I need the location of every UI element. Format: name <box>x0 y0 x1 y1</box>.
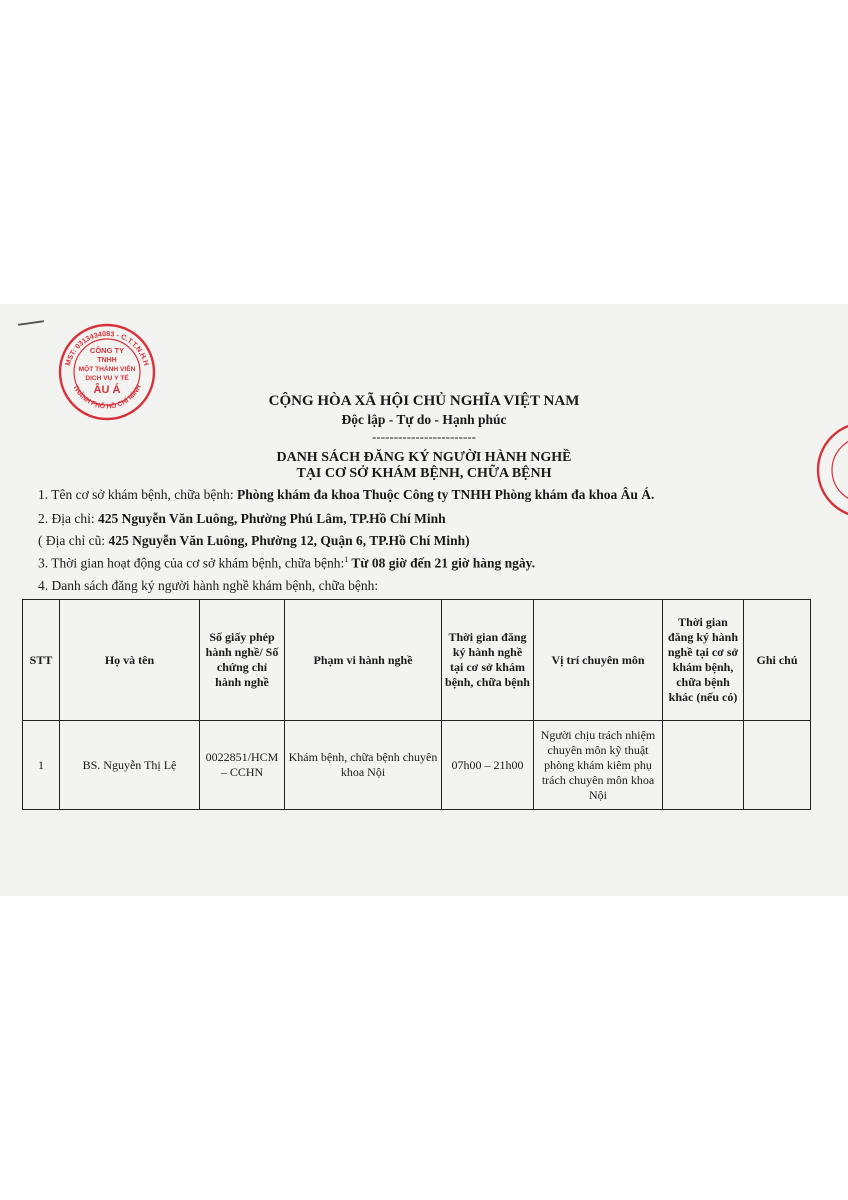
hours-value: Từ 08 giờ đến 21 giờ hàng ngày. <box>348 555 536 571</box>
header-other-time: Thời gian đăng ký hành nghề tại cơ sở khám bệnh, chữa bệnh khác (nếu có) <box>663 600 744 721</box>
facility-name: Phòng khám đa khoa Thuộc Công ty TNHH Phòng khám đa khoa Âu Á. <box>237 487 655 502</box>
header-separator: ------------------------ <box>372 429 476 444</box>
svg-text:ÂU Á: ÂU Á <box>93 384 121 396</box>
address-line: 2. Địa chỉ: 425 Nguyễn Văn Luông, Phường Phú Lâm, TP.Hồ Chí Minh <box>38 511 446 526</box>
svg-text:DỊCH VỤ Y TẾ: DỊCH VỤ Y TẾ <box>85 375 129 382</box>
svg-text:MỘT THÀNH VIÊN: MỘT THÀNH VIÊN <box>78 366 136 373</box>
hours-line: 3. Thời gian hoạt động của cơ sở khám bệnh, chữa bệnh:$^1$ Từ 08 giờ đến 21 giờ hàng ngày. <box>38 555 536 571</box>
document-title-line1: DANH SÁCH ĐĂNG KÝ NGƯỜI HÀNH NGHỀ <box>276 450 572 465</box>
document-title-line2: TẠI CƠ SỞ KHÁM BỆNH, CHỮA BỆNH <box>296 466 552 481</box>
svg-text:TNHH: TNHH <box>97 357 117 364</box>
header-name: Họ và tên <box>60 600 200 721</box>
motto: Độc lập - Tự do - Hạnh phúc <box>341 412 507 427</box>
facility-name-line: 1. Tên cơ sở khám bệnh, chữa bệnh: Phòng khám đa khoa Thuộc Công ty TNHH Phòng khám đa khoa Âu Á. <box>38 487 655 502</box>
header-scope: Phạm vi hành nghề <box>285 600 442 721</box>
seal-top-text: MST: 0313434083 - C.T.T.N.H.H <box>63 328 151 367</box>
cell-name: BS. Nguyễn Thị Lệ <box>60 721 200 810</box>
cell-scope: Khám bệnh, chữa bệnh chuyên khoa Nội <box>285 721 442 810</box>
cell-position: Người chịu trách nhiệm chuyên môn kỹ thuật phòng khám kiêm phụ trách chuyên môn khoa Nội <box>534 721 663 810</box>
header-stt: STT <box>23 600 60 721</box>
old-address-line: ( Địa chỉ cũ: 425 Nguyễn Văn Luông, Phường 12, Quận 6, TP.Hồ Chí Minh) <box>38 533 470 548</box>
table-row <box>23 721 811 810</box>
header-license: Số giấy phép hành nghề/ Số chứng chỉ hành nghề <box>200 600 285 721</box>
table-header-row <box>23 600 811 721</box>
header-position: Vị trí chuyên môn <box>534 600 663 721</box>
practitioner-table <box>22 599 811 810</box>
header-note: Ghi chú <box>744 600 811 721</box>
header-time: Thời gian đăng ký hành nghề tại cơ sở khám bệnh, chữa bệnh <box>442 600 534 721</box>
list-heading: 4. Danh sách đăng ký người hành nghề khám bệnh, chữa bệnh: <box>38 578 379 593</box>
cell-stt: 1 <box>23 721 60 810</box>
country-header: CỘNG HÒA XÃ HỘI CHỦ NGHĨA VIỆT NAM <box>268 393 580 409</box>
cell-note <box>744 721 811 810</box>
cell-time: 07h00 – 21h00 <box>442 721 534 810</box>
svg-text:CÔNG TY: CÔNG TY <box>89 346 125 355</box>
seal-bottom-text: THÀNH PHỐ HỒ CHÍ MINH <box>71 383 143 411</box>
footnote-mark: 1 <box>344 555 349 564</box>
cell-license: 0022851/HCM – CCHN <box>200 721 285 810</box>
old-address-value: 425 Nguyễn Văn Luông, Phường 12, Quận 6, TP.Hồ Chí Minh) <box>108 533 470 548</box>
address-value: 425 Nguyễn Văn Luông, Phường Phú Lâm, TP.Hồ Chí Minh <box>98 511 446 526</box>
cell-other-time <box>663 721 744 810</box>
